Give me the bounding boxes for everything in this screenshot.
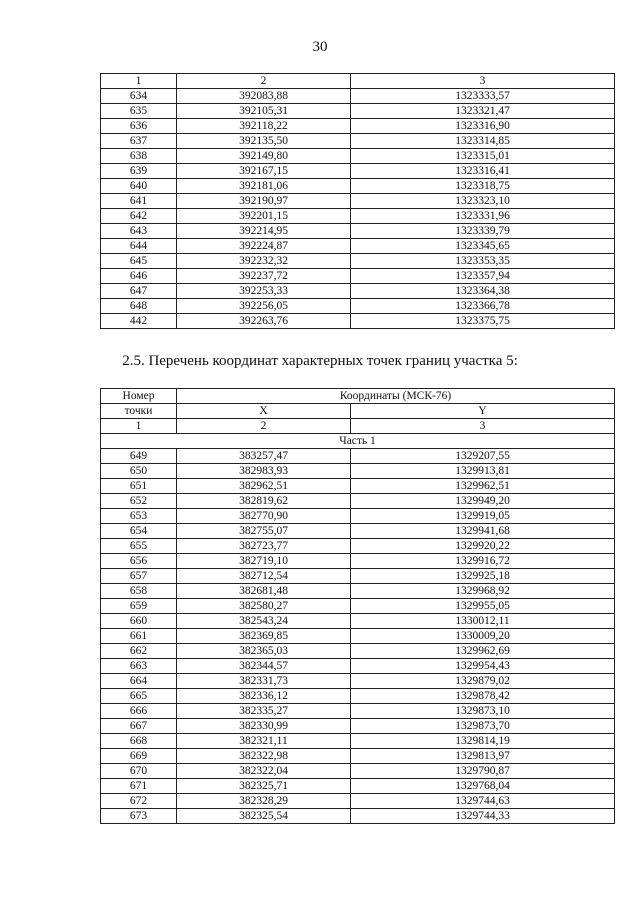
y-coordinate-cell: 1329962,51 [351, 479, 615, 494]
header-x: X [177, 404, 351, 419]
coordinates-table-continued-body [101, 74, 615, 329]
point-number-cell: 650 [101, 464, 177, 479]
x-coordinate-cell: 392083,88 [177, 89, 351, 104]
point-number-cell: 651 [101, 479, 177, 494]
coordinates-table-continued [100, 73, 615, 329]
table-row [101, 179, 615, 194]
y-coordinate-cell: 1329955,05 [351, 599, 615, 614]
table-row [101, 554, 615, 569]
y-coordinate-cell: 1329941,68 [351, 524, 615, 539]
x-coordinate-cell: 392201,15 [177, 209, 351, 224]
y-coordinate-cell: 1329768,04 [351, 779, 615, 794]
numbering-col-1: 1 [101, 419, 177, 434]
table-row [101, 314, 615, 329]
table-row [101, 104, 615, 119]
table-row [101, 284, 615, 299]
x-coordinate-cell: 382325,71 [177, 779, 351, 794]
x-coordinate-cell: 382369,85 [177, 629, 351, 644]
point-number-cell: 442 [101, 314, 177, 329]
point-number-cell: 673 [101, 809, 177, 824]
table-row [101, 719, 615, 734]
x-coordinate-cell: 383257,47 [177, 449, 351, 464]
point-number-cell: 643 [101, 224, 177, 239]
point-number-cell: 663 [101, 659, 177, 674]
header-point-number-line2: точки [101, 404, 177, 419]
y-coordinate-cell: 1329879,02 [351, 674, 615, 689]
x-coordinate-cell: 392214,95 [177, 224, 351, 239]
x-coordinate-cell: 392118,22 [177, 119, 351, 134]
table-row [101, 734, 615, 749]
numbering-col-3: 3 [351, 419, 615, 434]
coordinates-table-plot-5-body [101, 389, 615, 824]
point-number-cell: 671 [101, 779, 177, 794]
x-coordinate-cell: 382712,54 [177, 569, 351, 584]
point-number-cell: 669 [101, 749, 177, 764]
x-coordinate-cell: 382681,48 [177, 584, 351, 599]
y-coordinate-cell: 1329814,19 [351, 734, 615, 749]
table-row [101, 764, 615, 779]
point-number-cell: 657 [101, 569, 177, 584]
x-coordinate-cell: 382755,07 [177, 524, 351, 539]
y-coordinate-cell: 1329790,87 [351, 764, 615, 779]
header-point-number-line1: Номер [101, 389, 177, 404]
x-coordinate-cell: 382331,73 [177, 674, 351, 689]
y-coordinate-cell: 1329916,72 [351, 554, 615, 569]
point-number-cell: 634 [101, 89, 177, 104]
point-number-cell: 644 [101, 239, 177, 254]
header-col-x: 2 [177, 74, 351, 89]
coordinates-table-plot-5 [100, 388, 615, 824]
y-coordinate-cell: 1323316,90 [351, 119, 615, 134]
x-coordinate-cell: 382983,93 [177, 464, 351, 479]
x-coordinate-cell: 382962,51 [177, 479, 351, 494]
point-number-cell: 642 [101, 209, 177, 224]
header-col-number: 1 [101, 74, 177, 89]
x-coordinate-cell: 382322,98 [177, 749, 351, 764]
x-coordinate-cell: 382330,99 [177, 719, 351, 734]
table-numbering-row [101, 419, 615, 434]
table-row [101, 269, 615, 284]
x-coordinate-cell: 382336,12 [177, 689, 351, 704]
point-number-cell: 635 [101, 104, 177, 119]
y-coordinate-cell: 1330012,11 [351, 614, 615, 629]
x-coordinate-cell: 392181,06 [177, 179, 351, 194]
x-coordinate-cell: 382580,27 [177, 599, 351, 614]
table-row [101, 509, 615, 524]
y-coordinate-cell: 1329968,92 [351, 584, 615, 599]
table-row [101, 164, 615, 179]
point-number-cell: 654 [101, 524, 177, 539]
y-coordinate-cell: 1323321,47 [351, 104, 615, 119]
y-coordinate-cell: 1329920,22 [351, 539, 615, 554]
x-coordinate-cell: 382719,10 [177, 554, 351, 569]
point-number-cell: 639 [101, 164, 177, 179]
table-row [101, 584, 615, 599]
x-coordinate-cell: 392263,76 [177, 314, 351, 329]
point-number-cell: 658 [101, 584, 177, 599]
point-number-cell: 645 [101, 254, 177, 269]
table-row [101, 449, 615, 464]
table-row [101, 239, 615, 254]
y-coordinate-cell: 1330009,20 [351, 629, 615, 644]
table-row [101, 794, 615, 809]
point-number-cell: 672 [101, 794, 177, 809]
point-number-cell: 656 [101, 554, 177, 569]
header-y: Y [351, 404, 615, 419]
y-coordinate-cell: 1329954,43 [351, 659, 615, 674]
y-coordinate-cell: 1323318,75 [351, 179, 615, 194]
table-row [101, 254, 615, 269]
header-col-y: 3 [351, 74, 615, 89]
point-number-cell: 667 [101, 719, 177, 734]
y-coordinate-cell: 1323375,75 [351, 314, 615, 329]
x-coordinate-cell: 382819,62 [177, 494, 351, 509]
x-coordinate-cell: 392105,31 [177, 104, 351, 119]
y-coordinate-cell: 1323364,38 [351, 284, 615, 299]
table-row [101, 674, 615, 689]
point-number-cell: 666 [101, 704, 177, 719]
point-number-cell: 659 [101, 599, 177, 614]
table-row [101, 809, 615, 824]
point-number-cell: 638 [101, 149, 177, 164]
x-coordinate-cell: 392256,05 [177, 299, 351, 314]
y-coordinate-cell: 1323314,85 [351, 134, 615, 149]
y-coordinate-cell: 1323366,78 [351, 299, 615, 314]
table-row [101, 209, 615, 224]
table-row [101, 524, 615, 539]
table-row [101, 224, 615, 239]
table-row [101, 569, 615, 584]
point-number-cell: 652 [101, 494, 177, 509]
y-coordinate-cell: 1329744,63 [351, 794, 615, 809]
y-coordinate-cell: 1323345,65 [351, 239, 615, 254]
table-row [101, 749, 615, 764]
table-row [101, 134, 615, 149]
point-number-cell: 664 [101, 674, 177, 689]
point-number-cell: 646 [101, 269, 177, 284]
y-coordinate-cell: 1329913,81 [351, 464, 615, 479]
point-number-cell: 665 [101, 689, 177, 704]
y-coordinate-cell: 1329949,20 [351, 494, 615, 509]
y-coordinate-cell: 1323331,96 [351, 209, 615, 224]
x-coordinate-cell: 382325,54 [177, 809, 351, 824]
table-row [101, 149, 615, 164]
x-coordinate-cell: 382770,90 [177, 509, 351, 524]
point-number-cell: 660 [101, 614, 177, 629]
table-row [101, 89, 615, 104]
x-coordinate-cell: 382344,57 [177, 659, 351, 674]
y-coordinate-cell: 1329873,10 [351, 704, 615, 719]
y-coordinate-cell: 1323323,10 [351, 194, 615, 209]
table-row [101, 494, 615, 509]
table-row [101, 119, 615, 134]
y-coordinate-cell: 1329919,05 [351, 509, 615, 524]
table-row [101, 464, 615, 479]
point-number-cell: 641 [101, 194, 177, 209]
y-coordinate-cell: 1329207,55 [351, 449, 615, 464]
x-coordinate-cell: 382365,03 [177, 644, 351, 659]
header-coordinates-system: Координаты (МСК-76) [177, 389, 615, 404]
table-header-row [101, 74, 615, 89]
point-number-cell: 637 [101, 134, 177, 149]
x-coordinate-cell: 392253,33 [177, 284, 351, 299]
table-row [101, 704, 615, 719]
table-row [101, 644, 615, 659]
table-row [101, 689, 615, 704]
table-row [101, 659, 615, 674]
table-row [101, 599, 615, 614]
x-coordinate-cell: 392135,50 [177, 134, 351, 149]
y-coordinate-cell: 1329962,69 [351, 644, 615, 659]
table-row [101, 614, 615, 629]
x-coordinate-cell: 382322,04 [177, 764, 351, 779]
table-row [101, 629, 615, 644]
y-coordinate-cell: 1323339,79 [351, 224, 615, 239]
x-coordinate-cell: 382723,77 [177, 539, 351, 554]
table-row [101, 299, 615, 314]
y-coordinate-cell: 1329813,97 [351, 749, 615, 764]
point-number-cell: 636 [101, 119, 177, 134]
part-label: Часть 1 [101, 434, 615, 449]
y-coordinate-cell: 1329878,42 [351, 689, 615, 704]
table-header-row [101, 404, 615, 419]
y-coordinate-cell: 1329873,70 [351, 719, 615, 734]
table-row [101, 779, 615, 794]
point-number-cell: 668 [101, 734, 177, 749]
y-coordinate-cell: 1323315,01 [351, 149, 615, 164]
point-number-cell: 662 [101, 644, 177, 659]
x-coordinate-cell: 392224,87 [177, 239, 351, 254]
page-number: 30 [312, 39, 328, 55]
table-row [101, 194, 615, 209]
point-number-cell: 661 [101, 629, 177, 644]
part-row [101, 434, 615, 449]
point-number-cell: 670 [101, 764, 177, 779]
point-number-cell: 647 [101, 284, 177, 299]
point-number-cell: 653 [101, 509, 177, 524]
x-coordinate-cell: 392167,15 [177, 164, 351, 179]
table-row [101, 479, 615, 494]
x-coordinate-cell: 392149,80 [177, 149, 351, 164]
y-coordinate-cell: 1329925,18 [351, 569, 615, 584]
x-coordinate-cell: 382328,29 [177, 794, 351, 809]
section-title: 2.5. Перечень координат характерных точек границ участка 5: [122, 353, 518, 369]
point-number-cell: 655 [101, 539, 177, 554]
x-coordinate-cell: 392232,32 [177, 254, 351, 269]
y-coordinate-cell: 1323353,35 [351, 254, 615, 269]
y-coordinate-cell: 1323333,57 [351, 89, 615, 104]
x-coordinate-cell: 382543,24 [177, 614, 351, 629]
point-number-cell: 640 [101, 179, 177, 194]
y-coordinate-cell: 1323316,41 [351, 164, 615, 179]
point-number-cell: 649 [101, 449, 177, 464]
y-coordinate-cell: 1329744,33 [351, 809, 615, 824]
x-coordinate-cell: 382321,11 [177, 734, 351, 749]
table-header-row [101, 389, 615, 404]
table-row [101, 539, 615, 554]
y-coordinate-cell: 1323357,94 [351, 269, 615, 284]
numbering-col-2: 2 [177, 419, 351, 434]
x-coordinate-cell: 392190,97 [177, 194, 351, 209]
x-coordinate-cell: 392237,72 [177, 269, 351, 284]
x-coordinate-cell: 382335,27 [177, 704, 351, 719]
point-number-cell: 648 [101, 299, 177, 314]
